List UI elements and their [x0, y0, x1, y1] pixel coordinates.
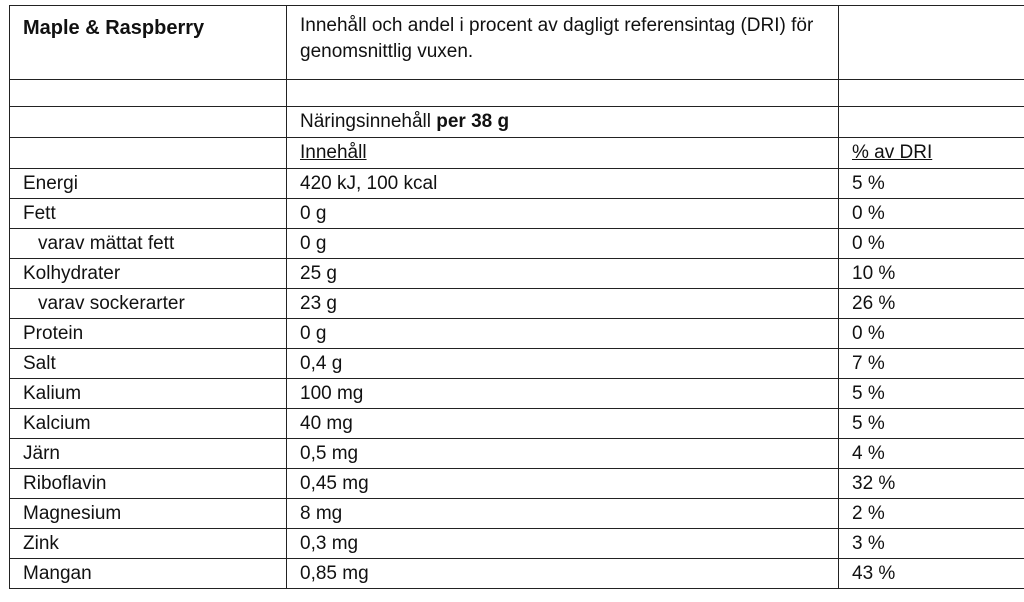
- nutrient-amount: 40 mg: [287, 409, 839, 439]
- nutrient-amount: 0 g: [287, 319, 839, 349]
- per-serving-amount: per 38 g: [436, 111, 510, 132]
- nutrient-dri-percent: 2 %: [839, 499, 1024, 529]
- nutrient-name-cell: [10, 289, 287, 319]
- nutrient-dri-percent: 43 %: [839, 559, 1024, 589]
- nutrient-dri-percent: 5 %: [839, 169, 1024, 199]
- nutrient-row: [10, 349, 1024, 379]
- nutrient-dri-percent: 0 %: [839, 229, 1024, 259]
- nutrient-name: Mangan: [23, 563, 92, 584]
- nutrient-name: Salt: [23, 353, 56, 374]
- nutrient-name-cell: [10, 319, 287, 349]
- nutrient-dri-percent: 4 %: [839, 439, 1024, 469]
- nutrient-name-cell: [10, 439, 287, 469]
- nutrient-row: [10, 469, 1024, 499]
- nutrient-amount: 0,45 mg: [287, 469, 839, 499]
- sub-nutrient-name: varav mättat fett: [38, 233, 175, 254]
- nutrient-dri-percent: 0 %: [839, 319, 1024, 349]
- nutrient-dri-percent: 32 %: [839, 469, 1024, 499]
- nutrient-row: [10, 559, 1024, 589]
- nutrient-row: [10, 409, 1024, 439]
- column-header-row: [10, 138, 1024, 169]
- nutrient-name-cell: [10, 499, 287, 529]
- nutrient-row: [10, 169, 1024, 199]
- nutrient-amount: 0,3 mg: [287, 529, 839, 559]
- empty-cell: [839, 6, 1024, 80]
- nutrient-amount: 0,4 g: [287, 349, 839, 379]
- nutrient-row: [10, 199, 1024, 229]
- nutrient-dri-percent: 0 %: [839, 199, 1024, 229]
- content-column-header: [287, 138, 839, 169]
- per-serving-prefix: Näringsinnehåll: [300, 111, 437, 132]
- nutrient-row: [10, 499, 1024, 529]
- nutrient-name: Fett: [23, 203, 56, 224]
- nutrient-dri-percent: 3 %: [839, 529, 1024, 559]
- dri-column-header: [839, 138, 1024, 169]
- dri-header-label: % av DRI: [852, 142, 933, 163]
- nutrient-name: Zink: [23, 533, 59, 554]
- nutrient-amount: 25 g: [287, 259, 839, 289]
- nutrient-name-cell: [10, 379, 287, 409]
- nutrient-dri-percent: 26 %: [839, 289, 1024, 319]
- content-header-label: Innehåll: [300, 142, 367, 163]
- nutrient-dri-percent: 7 %: [839, 349, 1024, 379]
- sub-nutrient-name: varav sockerarter: [38, 293, 185, 314]
- nutrient-amount: 23 g: [287, 289, 839, 319]
- nutrient-row: [10, 229, 1024, 259]
- nutrient-name: Magnesium: [23, 503, 122, 524]
- nutrient-row: [10, 289, 1024, 319]
- product-name: Maple & Raspberry: [10, 6, 287, 80]
- empty-cell: [839, 107, 1024, 138]
- nutrient-dri-percent: 10 %: [839, 259, 1024, 289]
- nutrient-name-cell: [10, 529, 287, 559]
- empty-cell: [10, 80, 287, 107]
- nutrient-amount: 100 mg: [287, 379, 839, 409]
- per-serving-row: [10, 107, 1024, 138]
- nutrition-table: [9, 5, 1024, 589]
- empty-cell: [287, 80, 839, 107]
- per-serving-cell: [287, 107, 839, 138]
- nutrient-name: Kolhydrater: [23, 263, 121, 284]
- nutrient-name-cell: [10, 469, 287, 499]
- empty-cell: [839, 80, 1024, 107]
- nutrient-name: Järn: [23, 443, 60, 464]
- nutrient-name-cell: [10, 259, 287, 289]
- nutrient-name: Kalium: [23, 383, 82, 404]
- empty-cell: [10, 138, 287, 169]
- nutrient-amount: 420 kJ, 100 kcal: [287, 169, 839, 199]
- table-header-row: [10, 6, 1024, 80]
- nutrient-amount: 8 mg: [287, 499, 839, 529]
- nutrient-name: Riboflavin: [23, 473, 107, 494]
- nutrient-name-cell: [10, 199, 287, 229]
- nutrient-row: [10, 319, 1024, 349]
- empty-cell: [10, 107, 287, 138]
- nutrient-amount: 0 g: [287, 199, 839, 229]
- nutrient-name-cell: [10, 409, 287, 439]
- nutrient-name-cell: [10, 229, 287, 259]
- nutrient-name-cell: [10, 559, 287, 589]
- table-description: Innehåll och andel i procent av dagligt referensintag (DRI) för genomsnittlig vuxen.: [287, 6, 839, 80]
- nutrient-name-cell: [10, 349, 287, 379]
- nutrient-name: Kalcium: [23, 413, 91, 434]
- nutrient-row: [10, 379, 1024, 409]
- nutrient-amount: 0,85 mg: [287, 559, 839, 589]
- nutrient-row: [10, 529, 1024, 559]
- nutrient-name-cell: [10, 169, 287, 199]
- blank-row: [10, 80, 1024, 107]
- nutrient-name: Energi: [23, 173, 78, 194]
- nutrient-dri-percent: 5 %: [839, 409, 1024, 439]
- nutrient-amount: 0,5 mg: [287, 439, 839, 469]
- nutrient-name: Protein: [23, 323, 84, 344]
- nutrient-amount: 0 g: [287, 229, 839, 259]
- nutrient-row: [10, 259, 1024, 289]
- nutrient-dri-percent: 5 %: [839, 379, 1024, 409]
- nutrient-row: [10, 439, 1024, 469]
